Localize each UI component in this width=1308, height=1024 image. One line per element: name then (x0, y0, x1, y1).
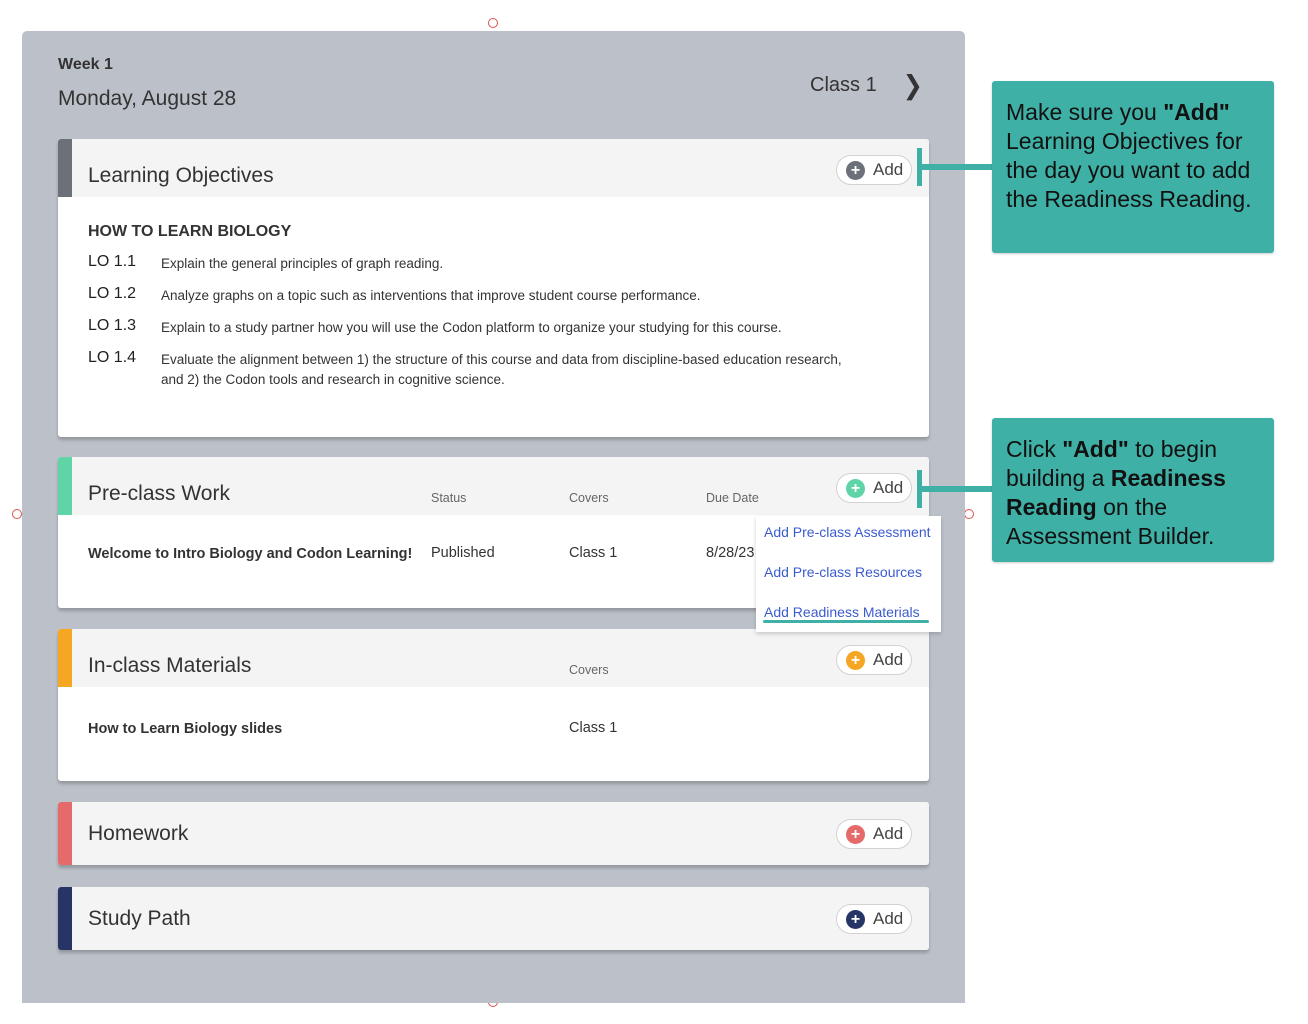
learning-objectives-card (58, 139, 929, 437)
callout-add-readiness-reading (992, 418, 1274, 562)
lo-text: Explain the general principles of graph reading. (161, 256, 444, 271)
callout-bold: "Add" (1163, 99, 1230, 125)
homework-card (58, 802, 929, 865)
callout-text: Make sure you (1006, 99, 1164, 125)
section-title: Learning Objectives (88, 164, 274, 187)
lo-code: LO 1.4 (88, 349, 137, 366)
class-nav-label: Class 1 (810, 74, 877, 96)
lo-text: Evaluate the alignment between 1) the structure of this course and data from discipline-based education research, and 2) the Codon tools and research in cognitive science. (161, 352, 842, 387)
callout-text: on the Assessment Builder. (1006, 494, 1215, 549)
lo-code: LO 1.2 (88, 285, 137, 302)
plus-circle-icon: + (846, 651, 865, 670)
section-title: Study Path (88, 907, 191, 930)
lo-item (88, 317, 861, 338)
add-homework-button[interactable] (836, 819, 912, 849)
lo-code: LO 1.1 (88, 253, 137, 270)
plus-circle-icon: + (846, 479, 865, 498)
lo-item (88, 253, 861, 274)
add-preclass-button[interactable] (836, 473, 912, 503)
add-label: Add (873, 824, 904, 843)
add-study-path-button[interactable] (836, 904, 912, 934)
add-preclass-assessment-item[interactable]: Add Pre-class Assessment (764, 524, 931, 540)
section-title: Pre-class Work (88, 482, 230, 505)
inclass-item-covers: Class 1 (569, 720, 618, 736)
callout-add-learning-objectives (992, 81, 1274, 253)
chevron-right-icon: ❯ (902, 70, 923, 101)
add-label: Add (873, 478, 904, 497)
plus-circle-icon: + (846, 910, 865, 929)
add-preclass-resources-item[interactable]: Add Pre-class Resources (764, 564, 922, 580)
callout-connector (920, 164, 992, 170)
due-date-column-header: Due Date (706, 491, 759, 505)
add-label: Add (873, 909, 904, 928)
add-label: Add (873, 160, 904, 179)
callout-connector (920, 486, 992, 492)
week-label: Week 1 (58, 56, 113, 73)
callout-text: Click (1006, 436, 1063, 462)
resize-handle-right[interactable] (964, 509, 974, 519)
highlight-underline (763, 620, 929, 623)
inclass-materials-card (58, 629, 929, 781)
inclass-item-link[interactable]: How to Learn Biology slides (88, 721, 283, 737)
lo-item (88, 349, 861, 390)
resize-handle-left[interactable] (12, 509, 22, 519)
study-path-header (58, 887, 929, 950)
lo-text: Analyze graphs on a topic such as interventions that improve student course performance. (161, 288, 701, 303)
add-learning-objectives-button[interactable] (836, 155, 912, 185)
lo-code: LO 1.3 (88, 317, 137, 334)
preclass-item-due: 8/28/23 (706, 545, 755, 561)
status-column-header: Status (431, 491, 467, 505)
lo-heading: HOW TO LEARN BIOLOGY (88, 223, 292, 240)
plus-circle-icon: + (846, 825, 865, 844)
callout-bold: "Add" (1062, 436, 1129, 462)
add-inclass-button[interactable] (836, 645, 912, 675)
lo-item (88, 285, 861, 306)
class-nav-button[interactable] (810, 71, 923, 100)
section-title: In-class Materials (88, 654, 252, 677)
add-readiness-materials-item[interactable]: Add Readiness Materials (764, 604, 920, 620)
plus-circle-icon: + (846, 161, 865, 180)
homework-header (58, 802, 929, 865)
learning-objectives-header (58, 139, 929, 197)
preclass-work-header (58, 457, 929, 515)
callout-bold: Readiness Reading (1006, 465, 1226, 520)
day-label: Monday, August 28 (58, 87, 237, 110)
preclass-item-status: Published (431, 545, 495, 561)
covers-column-header: Covers (569, 663, 609, 677)
add-label: Add (873, 650, 904, 669)
covers-column-header: Covers (569, 491, 609, 505)
resize-handle-top[interactable] (488, 18, 498, 28)
callout-text: to begin building a (1006, 436, 1218, 491)
study-path-card (58, 887, 929, 950)
add-preclass-dropdown (756, 516, 941, 632)
preclass-item-covers: Class 1 (569, 545, 618, 561)
preclass-item-link[interactable]: Welcome to Intro Biology and Codon Learning! (88, 546, 413, 562)
section-title: Homework (88, 822, 189, 845)
inclass-materials-header (58, 629, 929, 687)
callout-text: Learning Objectives for the day you want to add the Readiness Reading. (1006, 128, 1252, 212)
lo-text: Explain to a study partner how you will use the Codon platform to organize your studying for this course. (161, 320, 782, 335)
